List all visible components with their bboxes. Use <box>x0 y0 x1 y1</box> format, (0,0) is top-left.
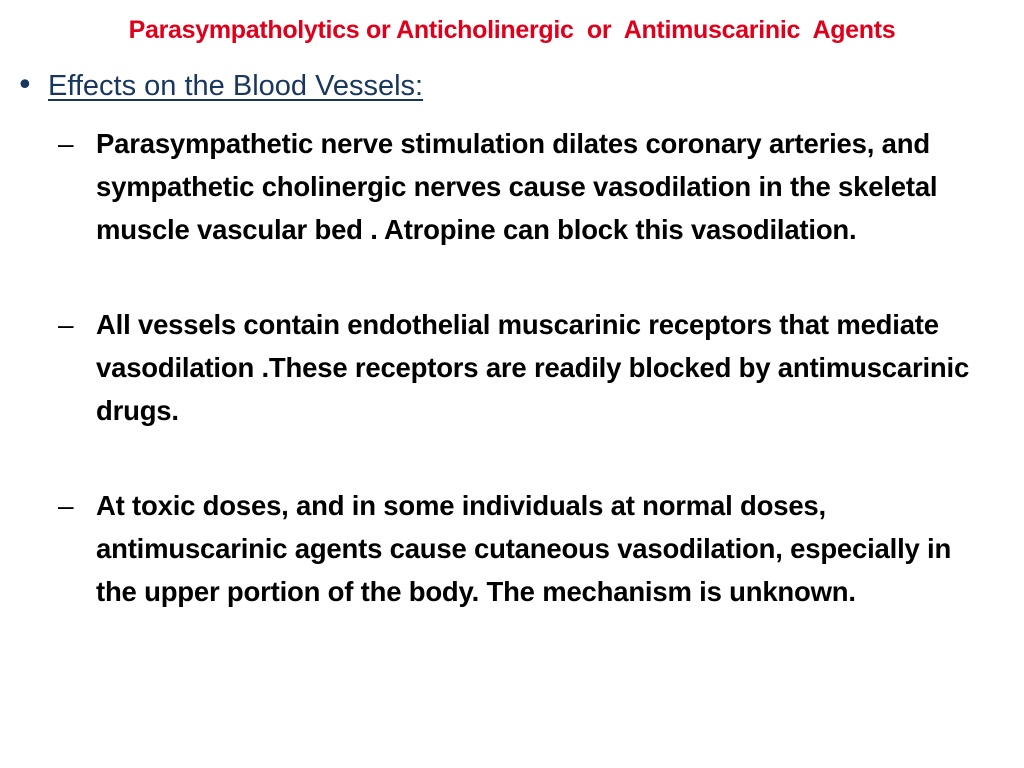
bullet-point <box>16 66 423 106</box>
dash-marker: – <box>58 490 74 521</box>
sub-bullet-item <box>58 303 998 432</box>
bullet-marker: • <box>16 68 34 103</box>
sub-bullet-item <box>58 122 998 251</box>
sub-bullet-list <box>58 122 998 665</box>
slide-title: Parasympatholytics or Anticholinergic or Antimuscarinic Agents <box>128 16 896 44</box>
section-heading: Effects on the Blood Vessels: <box>48 70 424 102</box>
sub-bullet-text: All vessels contain endothelial muscarinic receptors that mediate vasodilation .These receptors are readily blocked by antimuscarinic drugs. <box>96 309 970 426</box>
dash-marker: – <box>58 128 74 159</box>
sub-bullet-text: At toxic doses, and in some individuals at normal doses, antimuscarinic agents cause cutaneous vasodilation, especially in the upper portion of the body. The mechanism is unknown. <box>96 490 952 607</box>
sub-bullet-text: Parasympathetic nerve stimulation dilates coronary arteries, and sympathetic cholinergic nerves cause vasodilation in the skeletal muscle vascular bed . Atropine can block this vasodilation. <box>96 128 938 245</box>
sub-bullet-item <box>58 484 998 613</box>
dash-marker: – <box>58 309 74 340</box>
